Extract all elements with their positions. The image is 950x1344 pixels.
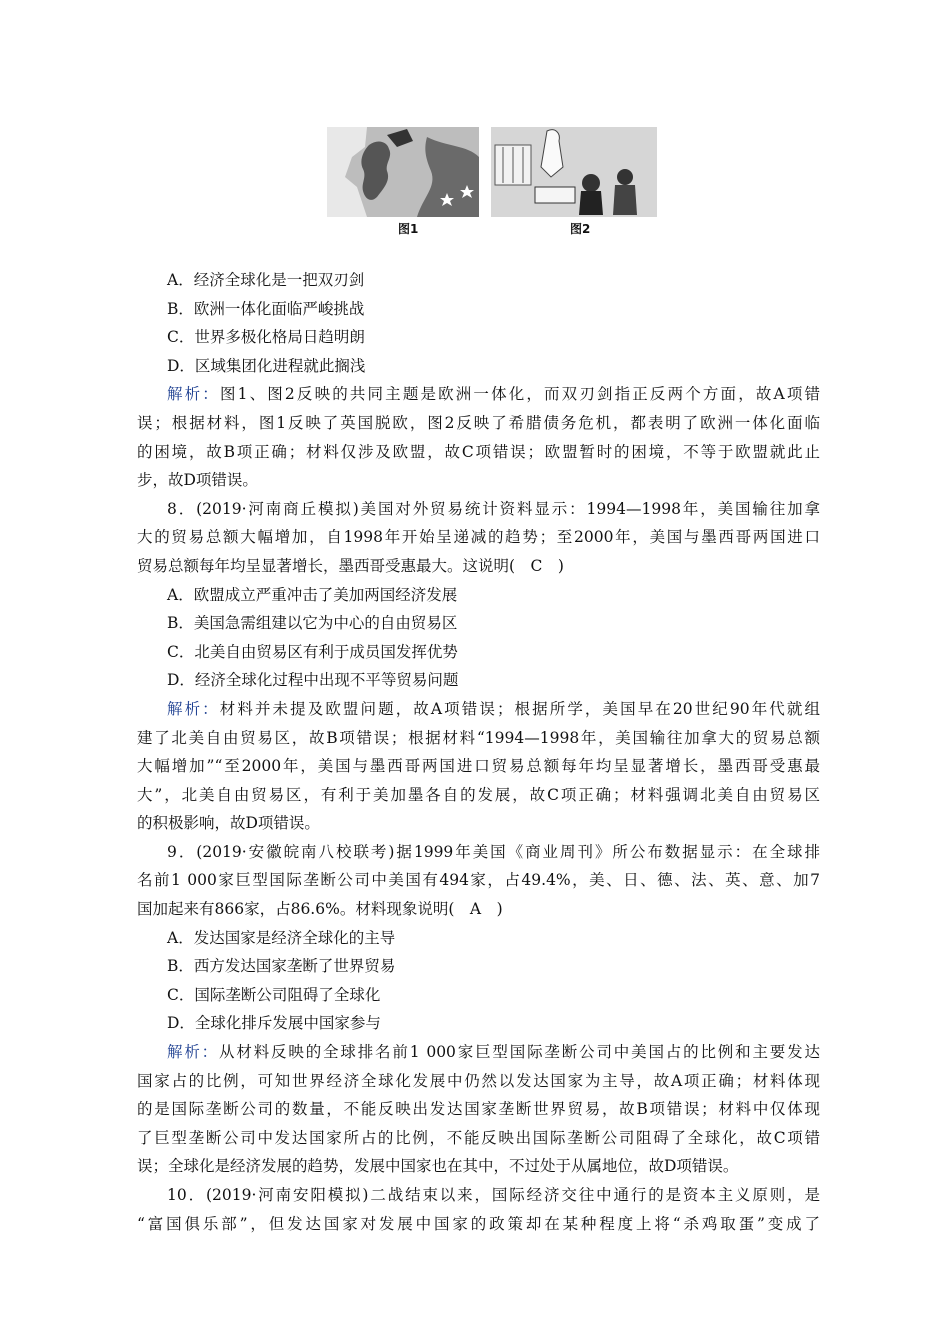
q7-analysis-line: 步，故D项错误。 bbox=[137, 471, 258, 490]
q9-option-b: B．西方发达国家垄断了世界贸易 bbox=[167, 957, 396, 976]
figure-1-caption: 图1 bbox=[398, 222, 419, 236]
cartoon-figure-2 bbox=[491, 127, 657, 217]
analysis-label: 解析： bbox=[167, 1043, 220, 1062]
q8-stem-line: 贸易总额每年均呈显著增长，墨西哥受惠最大。这说明( C ) bbox=[137, 556, 564, 575]
q8-analysis-line: 的积极影响，故D项错误。 bbox=[137, 814, 320, 833]
q7-analysis-line: 解析：图1、图2反映的共同主题是欧洲一体化，而双刃剑指正反两个方面，故A项错 bbox=[167, 385, 820, 404]
q8-stem-line: 大的贸易总额大幅增加，自1998年开始呈递减的趋势；至2000年，美国与墨西哥两国进口 bbox=[137, 528, 820, 547]
q8-analysis-line: 建了北美自由贸易区，故B项错误；根据材料“1994—1998年，美国输往加拿大的贸易总额 bbox=[137, 728, 820, 747]
q8-option-d: D．经济全球化过程中出现不平等贸易问题 bbox=[167, 671, 459, 690]
q7-option-b: B．欧洲一体化面临严峻挑战 bbox=[167, 299, 365, 318]
q9-stem-line: 9．(2019·安徽皖南八校联考)据1999年美国《商业周刊》所公布数据显示：在全球排 bbox=[167, 842, 820, 861]
figures-row bbox=[0, 127, 950, 237]
figure-2-caption: 图2 bbox=[570, 222, 591, 236]
q9-option-a: A．发达国家是经济全球化的主导 bbox=[167, 928, 396, 947]
q9-option-c: C．国际垄断公司阻碍了全球化 bbox=[167, 985, 381, 1004]
q10-stem-line: 10．(2019·河南安阳模拟)二战结束以来，国际经济交往中通行的是资本主义原则，是 bbox=[167, 1186, 820, 1204]
q8-option-a: A．欧盟成立严重冲击了美加两国经济发展 bbox=[167, 585, 458, 604]
q9-analysis-line: 误；全球化是经济发展的趋势，发展中国家也在其中，不过处于从属地位，故D项错误。 bbox=[137, 1157, 739, 1176]
q8-analysis-line: 大”，北美自由贸易区，有利于美加墨各自的发展，故C项正确；材料强调北美自由贸易区 bbox=[137, 785, 820, 804]
q9-option-d: D．全球化排斥发展中国家参与 bbox=[167, 1014, 381, 1033]
q7-option-d: D．区域集团化进程就此搁浅 bbox=[167, 356, 366, 375]
document-body bbox=[137, 266, 820, 1238]
q8-option-b: B．美国急需组建以它为中心的自由贸易区 bbox=[167, 614, 458, 633]
q7-analysis-line: 误；根据材料，图1反映了英国脱欧，图2反映了希腊债务危机，都表明了欧洲一体化面临 bbox=[137, 413, 820, 432]
q7-analysis-line: 的困境，故B项正确；材料仅涉及欧盟，故C项错误；欧盟暂时的困境，不等于欧盟就此止 bbox=[137, 442, 820, 461]
cartoon-figure-1 bbox=[327, 127, 479, 217]
q8-stem-line: 8．(2019·河南商丘模拟)美国对外贸易统计资料显示：1994—1998年，美国输往加拿 bbox=[167, 499, 820, 518]
q9-analysis-line: 了巨型垄断公司中发达国家所占的比例，不能反映出国际垄断公司阻碍了全球化，故C项错 bbox=[137, 1128, 820, 1147]
q10-stem-line: “富国俱乐部”，但发达国家对发展中国家的政策却在某种程度上将“杀鸡取蛋”变成了 bbox=[137, 1214, 820, 1233]
analysis-label: 解析： bbox=[167, 699, 220, 718]
q9-analysis-line: 的是国际垄断公司的数量，不能反映出发达国家垄断世界贸易，故B项错误；材料中仅体现 bbox=[137, 1100, 820, 1119]
analysis-label: 解析： bbox=[167, 385, 220, 404]
q7-option-c: C．世界多极化格局日趋明朗 bbox=[167, 328, 365, 347]
q9-analysis-line: 国家占的比例，可知世界经济全球化发展中仍然以发达国家为主导，故A项正确；材料体现 bbox=[137, 1071, 820, 1090]
q7-option-a: A．经济全球化是一把双刃剑 bbox=[167, 271, 365, 289]
q9-stem-line: 国加起来有866家，占86.6%。材料现象说明( A ) bbox=[137, 900, 503, 919]
q8-option-c: C．北美自由贸易区有利于成员国发挥优势 bbox=[167, 642, 458, 661]
q9-analysis-line: 解析：从材料反映的全球排名前1 000家巨型国际垄断公司中美国占的比例和主要发达 bbox=[167, 1043, 820, 1062]
q8-analysis-line: 解析：材料并未提及欧盟问题，故A项错误；根据所学，美国早在20世纪90年代就组 bbox=[167, 699, 820, 718]
q8-analysis-line: 大幅增加”“至2000年，美国与墨西哥两国进口贸易总额每年均呈显著增长，墨西哥受惠最 bbox=[137, 757, 820, 776]
q9-stem-line: 名前1 000家巨型国际垄断公司中美国有494家，占49.4%，美、日、德、法、英、意、加7 bbox=[137, 871, 820, 890]
